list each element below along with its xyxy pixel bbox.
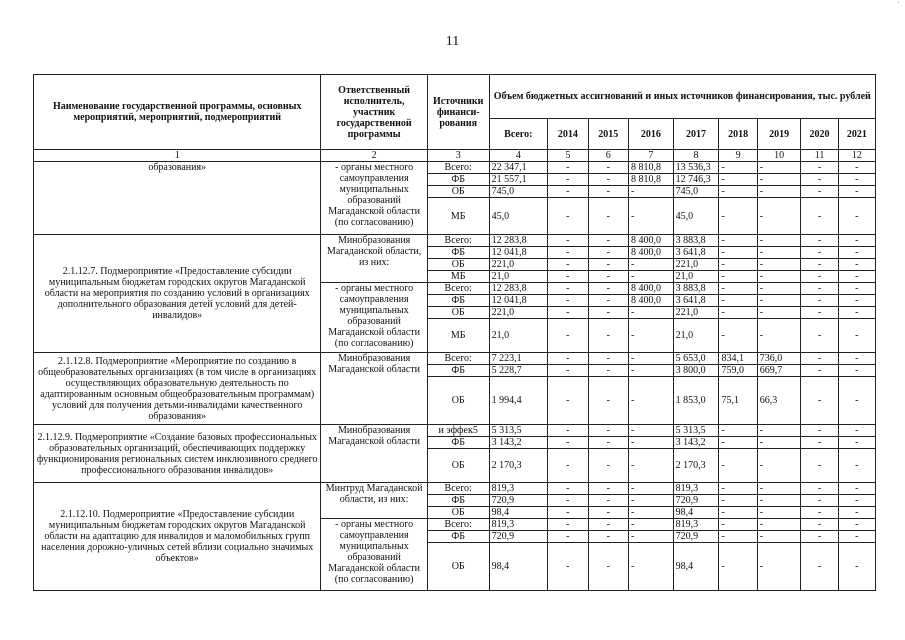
value-cell: - xyxy=(757,174,801,186)
index-cell: 5 xyxy=(548,150,588,162)
value-cell: - xyxy=(719,235,757,247)
value-cell: - xyxy=(838,162,875,174)
source: Всего: xyxy=(427,353,489,365)
measure-name: 2.1.12.9. Подмероприятие «Создание базовых профессиональных образовательных организаций, обеспечивающих поддержку функционирования региональных систем инклюзивного среднего профессионального образования инвалидов» xyxy=(34,425,321,483)
value-cell: 1 853,0 xyxy=(673,377,719,425)
value-cell: 5 228,7 xyxy=(489,365,548,377)
executor: - органы местного самоуправления муниципальных образований Магаданской области (по согласованию) xyxy=(321,519,427,591)
source: ОБ xyxy=(427,377,489,425)
header-year: 2016 xyxy=(628,119,673,150)
value-cell: - xyxy=(548,449,588,483)
header-year: 2021 xyxy=(838,119,875,150)
source: МБ xyxy=(427,198,489,235)
value-cell: - xyxy=(588,259,628,271)
index-cell: 7 xyxy=(628,150,673,162)
value-cell: - xyxy=(838,271,875,283)
value-cell: 21,0 xyxy=(673,271,719,283)
value-cell: - xyxy=(757,449,801,483)
value-cell: - xyxy=(801,162,838,174)
header-year: 2019 xyxy=(757,119,801,150)
value-cell: 5 313,5 xyxy=(489,425,548,437)
value-cell: - xyxy=(757,283,801,295)
value-cell: 5 653,0 xyxy=(673,353,719,365)
source: ОБ xyxy=(427,186,489,198)
value-cell: 45,0 xyxy=(673,198,719,235)
source: Всего: xyxy=(427,235,489,247)
value-cell: - xyxy=(548,198,588,235)
source: Всего: xyxy=(427,162,489,174)
value-cell: 819,3 xyxy=(489,483,548,495)
value-cell: - xyxy=(838,365,875,377)
value-cell: - xyxy=(801,198,838,235)
value-cell: 3 883,8 xyxy=(673,235,719,247)
value-cell: - xyxy=(588,377,628,425)
value-cell: 819,3 xyxy=(489,519,548,531)
value-cell: - xyxy=(548,425,588,437)
value-cell: - xyxy=(757,507,801,519)
value-cell: - xyxy=(838,247,875,259)
value-cell: - xyxy=(801,259,838,271)
value-cell: - xyxy=(628,483,673,495)
source: ОБ xyxy=(427,449,489,483)
value-cell: 98,4 xyxy=(673,507,719,519)
source: ФБ xyxy=(427,365,489,377)
value-cell: - xyxy=(548,531,588,543)
value-cell: - xyxy=(548,271,588,283)
source: МБ xyxy=(427,271,489,283)
value-cell: - xyxy=(548,365,588,377)
value-cell: - xyxy=(719,186,757,198)
value-cell: - xyxy=(801,174,838,186)
value-cell: - xyxy=(719,531,757,543)
index-cell: 3 xyxy=(427,150,489,162)
value-cell: - xyxy=(628,198,673,235)
value-cell: - xyxy=(719,198,757,235)
value-cell: 12 283,8 xyxy=(489,235,548,247)
value-cell: - xyxy=(801,425,838,437)
value-cell: 1 994,4 xyxy=(489,377,548,425)
value-cell: - xyxy=(757,307,801,319)
value-cell: - xyxy=(588,235,628,247)
value-cell: 98,4 xyxy=(489,543,548,591)
value-cell: - xyxy=(628,186,673,198)
index-cell: 10 xyxy=(757,150,801,162)
value-cell: - xyxy=(588,283,628,295)
value-cell: - xyxy=(801,319,838,353)
value-cell: - xyxy=(548,283,588,295)
value-cell: - xyxy=(719,483,757,495)
value-cell: 759,0 xyxy=(719,365,757,377)
value-cell: - xyxy=(548,259,588,271)
header-year: 2017 xyxy=(673,119,719,150)
value-cell: - xyxy=(757,235,801,247)
value-cell: - xyxy=(548,307,588,319)
value-cell: 221,0 xyxy=(673,259,719,271)
value-cell: - xyxy=(757,483,801,495)
source: ФБ xyxy=(427,174,489,186)
index-cell: 6 xyxy=(588,150,628,162)
value-cell: - xyxy=(719,259,757,271)
value-cell: 5 313,5 xyxy=(673,425,719,437)
value-cell: 8 400,0 xyxy=(628,247,673,259)
value-cell: - xyxy=(628,495,673,507)
value-cell: 745,0 xyxy=(489,186,548,198)
value-cell: - xyxy=(628,377,673,425)
value-cell: 736,0 xyxy=(757,353,801,365)
value-cell: - xyxy=(801,543,838,591)
value-cell: - xyxy=(757,162,801,174)
value-cell: - xyxy=(548,507,588,519)
value-cell: 3 883,8 xyxy=(673,283,719,295)
value-cell: - xyxy=(548,247,588,259)
value-cell: - xyxy=(757,271,801,283)
value-cell: - xyxy=(588,186,628,198)
value-cell: 221,0 xyxy=(489,307,548,319)
executor: Минобразования Магаданской области, из них: xyxy=(321,235,427,283)
value-cell: 669,7 xyxy=(757,365,801,377)
value-cell: - xyxy=(838,186,875,198)
source: Всего: xyxy=(427,483,489,495)
value-cell: - xyxy=(548,186,588,198)
executor: - органы местного самоуправления муниципальных образований Магаданской области (по согласованию) xyxy=(321,162,427,235)
value-cell: - xyxy=(548,483,588,495)
value-cell: - xyxy=(588,531,628,543)
value-cell: - xyxy=(801,437,838,449)
value-cell: - xyxy=(628,259,673,271)
value-cell: - xyxy=(838,319,875,353)
value-cell: - xyxy=(588,174,628,186)
value-cell: - xyxy=(838,507,875,519)
value-cell: - xyxy=(757,437,801,449)
value-cell: 12 041,8 xyxy=(489,247,548,259)
value-cell: - xyxy=(719,437,757,449)
value-cell: - xyxy=(719,425,757,437)
value-cell: - xyxy=(588,495,628,507)
value-cell: 66,3 xyxy=(757,377,801,425)
value-cell: - xyxy=(801,519,838,531)
value-cell: - xyxy=(757,495,801,507)
value-cell: 745,0 xyxy=(673,186,719,198)
value-cell: - xyxy=(757,259,801,271)
value-cell: - xyxy=(838,483,875,495)
value-cell: - xyxy=(838,495,875,507)
source: ОБ xyxy=(427,543,489,591)
value-cell: 3 143,2 xyxy=(489,437,548,449)
executor: Минобразования Магаданской области xyxy=(321,353,427,425)
value-cell: - xyxy=(719,162,757,174)
value-cell: 21,0 xyxy=(673,319,719,353)
value-cell: - xyxy=(628,437,673,449)
header-sources: Источники финанси-рования xyxy=(427,75,489,150)
executor: Минтруд Магаданской области, из них: xyxy=(321,483,427,519)
value-cell: - xyxy=(838,307,875,319)
value-cell: - xyxy=(719,449,757,483)
header-name: Наименование государственной программы, основных мероприятий, мероприятий, подмероприятий xyxy=(34,75,321,150)
value-cell: - xyxy=(548,543,588,591)
value-cell: - xyxy=(628,365,673,377)
header-volume: Объем бюджетных ассигнований и иных источников финансирования, тыс. рублей xyxy=(489,75,875,119)
value-cell: - xyxy=(801,271,838,283)
value-cell: - xyxy=(757,543,801,591)
measure-name: 2.1.12.10. Подмероприятие «Предоставление субсидии муниципальным бюджетам городских округов Магаданской области на адаптацию для инвалидов и маломобильных групп населения дорожно-уличных сетей вблизи социально значимых объектов» xyxy=(34,483,321,591)
value-cell: - xyxy=(719,495,757,507)
value-cell: 21,0 xyxy=(489,319,548,353)
value-cell: 720,9 xyxy=(673,495,719,507)
value-cell: - xyxy=(838,437,875,449)
value-cell: - xyxy=(801,247,838,259)
value-cell: - xyxy=(801,186,838,198)
value-cell: 8 400,0 xyxy=(628,235,673,247)
value-cell: 3 641,8 xyxy=(673,295,719,307)
value-cell: - xyxy=(719,271,757,283)
value-cell: - xyxy=(548,319,588,353)
measure-name: 2.1.12.8. Подмероприятие «Мероприятие по созданию в общеобразовательных организациях (в том числе в организациях осуществляющих образовательную деятельность по адаптированным основным общеобразовательным программам) условий для получения детьми-инвалидами качественного образования» xyxy=(34,353,321,425)
value-cell: 2 170,3 xyxy=(673,449,719,483)
value-cell: - xyxy=(719,283,757,295)
value-cell: - xyxy=(757,425,801,437)
table-row xyxy=(34,353,876,365)
table-row xyxy=(34,235,876,247)
executor: - органы местного самоуправления муниципальных образований Магаданской области (по согласованию) xyxy=(321,283,427,353)
source: и эффек5 xyxy=(427,425,489,437)
value-cell: - xyxy=(838,235,875,247)
page-number: 11 xyxy=(445,34,460,49)
value-cell: 3 800,0 xyxy=(673,365,719,377)
value-cell: - xyxy=(719,507,757,519)
value-cell: 2 170,3 xyxy=(489,449,548,483)
value-cell: - xyxy=(588,198,628,235)
source: ФБ xyxy=(427,295,489,307)
value-cell: - xyxy=(588,425,628,437)
value-cell: 45,0 xyxy=(489,198,548,235)
value-cell: - xyxy=(757,519,801,531)
header-year: 2015 xyxy=(588,119,628,150)
header-year: 2020 xyxy=(801,119,838,150)
value-cell: 819,3 xyxy=(673,483,719,495)
value-cell: - xyxy=(838,283,875,295)
value-cell: - xyxy=(588,162,628,174)
value-cell: - xyxy=(801,283,838,295)
table-body xyxy=(34,162,876,591)
value-cell: - xyxy=(838,543,875,591)
value-cell: - xyxy=(719,319,757,353)
value-cell: - xyxy=(548,235,588,247)
header-total: Всего: xyxy=(489,119,548,150)
index-cell: 8 xyxy=(673,150,719,162)
value-cell: - xyxy=(628,319,673,353)
value-cell: - xyxy=(628,543,673,591)
header-year: 2014 xyxy=(548,119,588,150)
value-cell: - xyxy=(757,198,801,235)
source: ОБ xyxy=(427,307,489,319)
value-cell: - xyxy=(588,437,628,449)
source: ФБ xyxy=(427,247,489,259)
value-cell: - xyxy=(588,507,628,519)
index-cell: 11 xyxy=(801,150,838,162)
value-cell: - xyxy=(588,247,628,259)
value-cell: - xyxy=(588,319,628,353)
value-cell: 21 557,1 xyxy=(489,174,548,186)
value-cell: 3 641,8 xyxy=(673,247,719,259)
value-cell: 21,0 xyxy=(489,271,548,283)
value-cell: - xyxy=(628,353,673,365)
value-cell: - xyxy=(801,307,838,319)
executor: Минобразования Магаданской области xyxy=(321,425,427,483)
value-cell: 12 283,8 xyxy=(489,283,548,295)
value-cell: - xyxy=(588,353,628,365)
index-cell: 1 xyxy=(34,150,321,162)
source: ОБ xyxy=(427,259,489,271)
value-cell: 98,4 xyxy=(489,507,548,519)
corner-mark: ' xyxy=(897,0,899,9)
value-cell: 8 400,0 xyxy=(628,295,673,307)
value-cell: - xyxy=(588,449,628,483)
value-cell: 720,9 xyxy=(489,495,548,507)
value-cell: - xyxy=(838,425,875,437)
header-year: 2018 xyxy=(719,119,757,150)
value-cell: - xyxy=(719,247,757,259)
value-cell: 13 536,3 xyxy=(673,162,719,174)
measure-name: образования» xyxy=(34,162,321,235)
value-cell: - xyxy=(548,519,588,531)
value-cell: 3 143,2 xyxy=(673,437,719,449)
value-cell: 8 810,8 xyxy=(628,162,673,174)
value-cell: 221,0 xyxy=(673,307,719,319)
value-cell: - xyxy=(801,235,838,247)
value-cell: - xyxy=(628,531,673,543)
value-cell: - xyxy=(588,271,628,283)
header-executor: Ответственный исполнитель, участник государственной программы xyxy=(321,75,427,150)
value-cell: - xyxy=(548,437,588,449)
value-cell: - xyxy=(588,307,628,319)
source: Всего: xyxy=(427,283,489,295)
value-cell: - xyxy=(801,353,838,365)
value-cell: - xyxy=(757,319,801,353)
index-cell: 4 xyxy=(489,150,548,162)
value-cell: - xyxy=(719,543,757,591)
value-cell: - xyxy=(757,186,801,198)
source: Всего: xyxy=(427,519,489,531)
value-cell: - xyxy=(838,449,875,483)
value-cell: 98,4 xyxy=(673,543,719,591)
value-cell: 12 746,3 xyxy=(673,174,719,186)
value-cell: - xyxy=(628,449,673,483)
value-cell: - xyxy=(801,531,838,543)
table-row xyxy=(34,425,876,437)
source: ОБ xyxy=(427,507,489,519)
source: ФБ xyxy=(427,437,489,449)
value-cell: - xyxy=(628,425,673,437)
value-cell: 720,9 xyxy=(489,531,548,543)
value-cell: - xyxy=(801,495,838,507)
table-row xyxy=(34,162,876,174)
value-cell: 8 810,8 xyxy=(628,174,673,186)
value-cell: - xyxy=(719,307,757,319)
value-cell: - xyxy=(757,531,801,543)
value-cell: - xyxy=(838,295,875,307)
value-cell: - xyxy=(548,295,588,307)
value-cell: - xyxy=(628,507,673,519)
value-cell: - xyxy=(801,377,838,425)
value-cell: - xyxy=(801,449,838,483)
value-cell: - xyxy=(588,483,628,495)
index-cell: 12 xyxy=(838,150,875,162)
value-cell: 75,1 xyxy=(719,377,757,425)
source: ФБ xyxy=(427,531,489,543)
value-cell: - xyxy=(838,353,875,365)
value-cell: - xyxy=(757,247,801,259)
value-cell: - xyxy=(838,531,875,543)
measure-name: 2.1.12.7. Подмероприятие «Предоставление субсидии муниципальным бюджетам городских округов Магаданской области на мероприятия по созданию условий в организациях дополнительного образования детей условий для детей-инвалидов» xyxy=(34,235,321,353)
value-cell: - xyxy=(801,483,838,495)
value-cell: - xyxy=(838,174,875,186)
value-cell: - xyxy=(628,307,673,319)
value-cell: - xyxy=(801,295,838,307)
value-cell: - xyxy=(757,295,801,307)
table-row xyxy=(34,483,876,495)
value-cell: 22 347,1 xyxy=(489,162,548,174)
source: ФБ xyxy=(427,495,489,507)
value-cell: - xyxy=(628,519,673,531)
value-cell: - xyxy=(628,271,673,283)
value-cell: - xyxy=(838,377,875,425)
value-cell: - xyxy=(548,495,588,507)
value-cell: 819,3 xyxy=(673,519,719,531)
value-cell: - xyxy=(838,519,875,531)
value-cell: 720,9 xyxy=(673,531,719,543)
index-cell: 2 xyxy=(321,150,427,162)
index-cell: 9 xyxy=(719,150,757,162)
value-cell: - xyxy=(588,295,628,307)
value-cell: - xyxy=(548,377,588,425)
value-cell: - xyxy=(719,295,757,307)
value-cell: - xyxy=(838,259,875,271)
value-cell: - xyxy=(588,365,628,377)
value-cell: - xyxy=(548,353,588,365)
value-cell: - xyxy=(588,543,628,591)
value-cell: 221,0 xyxy=(489,259,548,271)
value-cell: - xyxy=(801,507,838,519)
value-cell: 8 400,0 xyxy=(628,283,673,295)
value-cell: - xyxy=(719,174,757,186)
value-cell: - xyxy=(548,174,588,186)
value-cell: - xyxy=(801,365,838,377)
value-cell: - xyxy=(548,162,588,174)
value-cell: - xyxy=(719,519,757,531)
value-cell: 12 041,8 xyxy=(489,295,548,307)
value-cell: - xyxy=(588,519,628,531)
value-cell: - xyxy=(838,198,875,235)
source: МБ xyxy=(427,319,489,353)
value-cell: 834,1 xyxy=(719,353,757,365)
budget-table xyxy=(33,74,876,591)
value-cell: 7 223,1 xyxy=(489,353,548,365)
